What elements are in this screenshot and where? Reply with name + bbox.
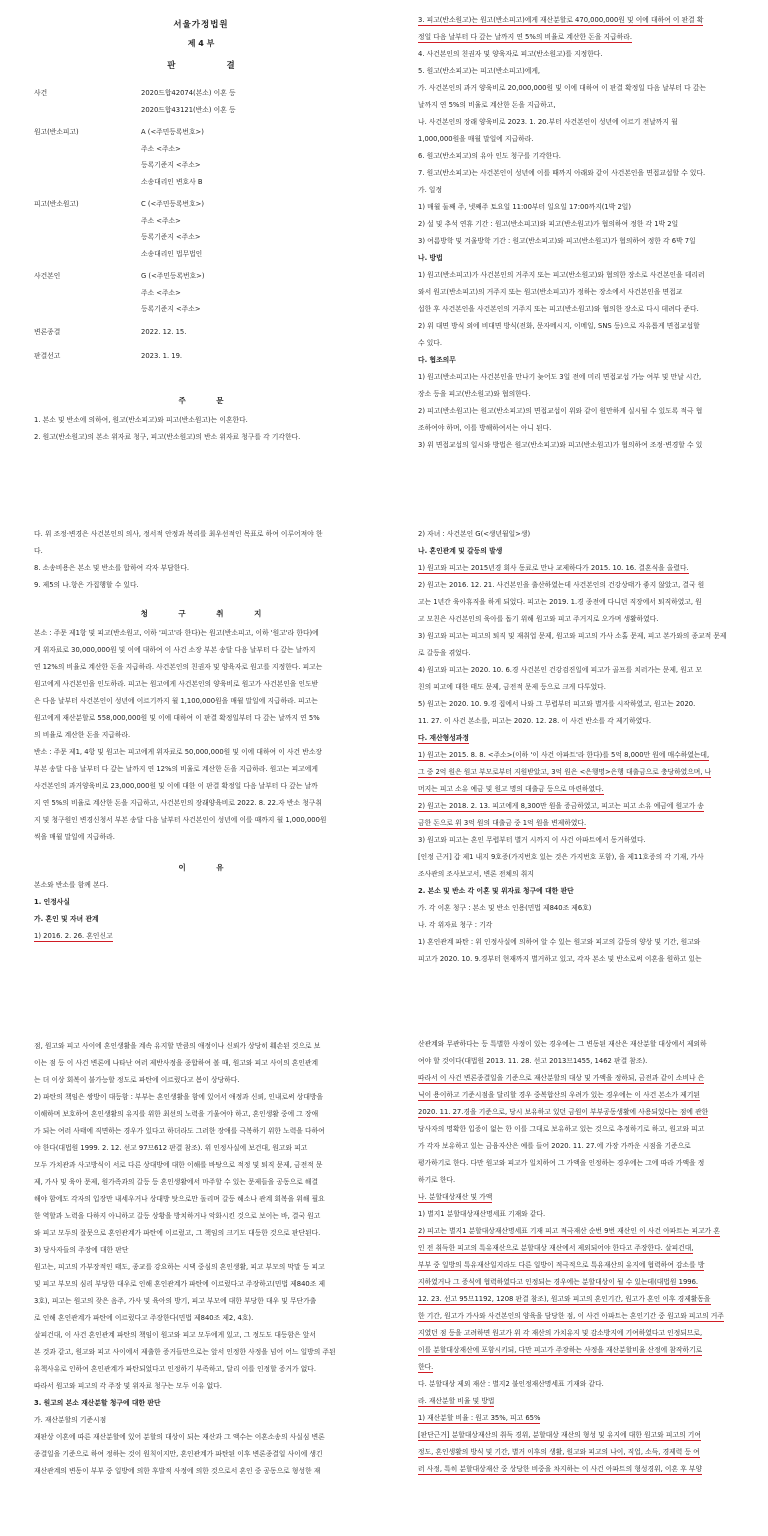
- text-line: [34, 1089, 368, 1106]
- line-text: 본 것과 같고, 원고와 피고 사이에서 제출한 증거들만으로는 앞서 인정한 사정을 넘어 어느 일방의 주된: [34, 1348, 336, 1356]
- text-line: [34, 727, 368, 744]
- line-text: 1) 2016. 2. 26. 혼인신고: [34, 932, 113, 940]
- line-text: 한 기간, 원고가 가사와 사건본인의 양육을 담당한 점, 이 사건 아파트는 혼인기간 중 원고와 피고의 거주: [418, 1312, 724, 1320]
- line-text: 정도, 혼인생활의 방식 및 기간, 별거 이후의 생활, 원고와 피고의 나이, 직업, 소득, 경제력 등 여: [418, 1448, 700, 1456]
- line-text: 가. 각 이혼 청구 : 본소 및 반소 인용(민법 제840조 제6호): [418, 904, 592, 912]
- line-text: 인 전 취득한 피고의 특유재산으로 분할대상 재산에서 제외되어야 한다고 주장한다. 살피건대,: [418, 1244, 694, 1252]
- text-line: [34, 1259, 368, 1276]
- text-line: [34, 693, 368, 710]
- line-text: 사건본인의 과거양육비로 23,000,000원 및 이에 대한 이 판결 확정일 다음 날부터 다 갚는 날까: [34, 782, 318, 790]
- line-text: 가. 재산분할의 기준시점: [34, 1416, 107, 1424]
- line-text: 고 모친은 사건본인의 육아를 돕기 위해 원고와 피고 주거지로 오가며 생활하였다.: [418, 615, 659, 623]
- text-line: [34, 1191, 368, 1208]
- line-text: 가 되는 여러 사태에 직면하는 경우가 있다고 하더라도 그러한 장애를 극복하기 위한 노력을 다하여: [34, 1127, 325, 1135]
- text-line: [418, 917, 754, 934]
- line-text: 나. 각 위자료 청구 : 기각: [418, 921, 493, 929]
- line-text: 1,000,000원을 매월 말일에 지급하라.: [418, 135, 534, 143]
- line-text: 정일 다음 날부터 다 갚는 날까지 연 5%의 비율로 계산한 돈을 지급하라.: [418, 33, 632, 41]
- line-text: 살피건대, 이 사건 혼인관계 파탄의 책임이 원고와 피고 모두에게 있고, 그 정도도 대등함은 앞서: [34, 1331, 316, 1339]
- page-6-lines: [418, 1036, 754, 1478]
- line-text: 여야 할 것이다(대법원 2013. 11. 28. 선고 2013므1455, 1462 판결 참조).: [418, 1057, 648, 1065]
- line-text: 부본 송달 다음 날부터 다 갚는 날까지 연 12%의 비율로 계산한 돈을 지급하라. 원고는 피고에게: [34, 765, 318, 773]
- text-line: [418, 318, 754, 335]
- line-text: 2020. 11. 27.경을 기준으로, 당시 보유하고 있던 금원이 부부공동생활에 사용되었다는 점에 관한: [418, 1108, 709, 1116]
- text-line: [418, 951, 754, 968]
- line-text: 지 연 5%의 비율로 계산한 돈을 지급하고, 사건본인의 장래양육비로 2022. 8. 22.자 반소 청구취: [34, 799, 322, 807]
- line-text: 따라서 원고와 피고의 각 주장 및 위자료 청구는 모두 이유 없다.: [34, 1382, 222, 1390]
- text-line: [34, 1106, 368, 1123]
- text-line: [418, 1308, 754, 1325]
- line-text: 재산관계의 변동이 부부 중 일방에 의한 후발적 사정에 의한 것으로서 혼인 중 공동으로 형성한 재: [34, 1467, 321, 1475]
- text-line: [418, 12, 754, 29]
- claim-lines: [34, 625, 368, 846]
- text-line: [34, 795, 368, 812]
- text-line: [418, 832, 754, 849]
- line-text: 본소와 반소를 함께 본다.: [34, 881, 109, 889]
- text-line: [418, 1206, 754, 1223]
- party-label: 피고(반소원고): [34, 200, 79, 208]
- page-2-lines: [418, 12, 754, 454]
- line-text: 산관계와 무관하다는 등 특별한 사정이 있는 경우에는 그 변동된 재산은 재산분할 대상에서 제외하: [418, 1040, 707, 1048]
- line-text: 한 역할과 노력을 다하지 아니하고 갈등 상황을 방치하거나 악화시킨 것으로 보이는 바, 결국 원고: [34, 1212, 321, 1220]
- line-text: 2) 피고는 별지1 분할대상재산명세표 기재 피고 적극재산 순번 9번 재산인 이 사건 아파트는 피고가 혼: [418, 1227, 720, 1235]
- text-line: [418, 849, 754, 866]
- text-line: [34, 1174, 368, 1191]
- line-text: 원고에게 재산분할로 558,000,000원 및 이에 대하여 이 판결 확정일부터 다 갚는 날까지 연 5%: [34, 714, 320, 722]
- party-sentence-date: [34, 348, 368, 365]
- text-line: [418, 1342, 754, 1359]
- text-line: 다. 위 조정·변경은 사건본인의 의사, 정서적 안정과 복리를 최우선적인 목표로 하여 이루어져야 한: [34, 530, 323, 538]
- text-line: [34, 625, 368, 642]
- line-text: 씩을 매월 말일에 지급하라.: [34, 833, 115, 841]
- text-line: [418, 781, 754, 798]
- text-line: [418, 1359, 754, 1376]
- text-line: [418, 594, 754, 611]
- judgment-page-5: [0, 1024, 384, 1536]
- line-text: 1) 혼인관계 파탄 : 위 인정사실에 의하여 알 수 있는 원고와 피고의 갈등의 양상 및 기간, 원고와: [418, 938, 701, 946]
- line-text: 3) 원고와 피고는 피고의 퇴직 및 재취업 문제, 원고와 피고의 가사 소홀 문제, 피고 본가와의 종교적 문제: [418, 632, 727, 640]
- claim-heading: 청 구 취 지: [140, 609, 276, 618]
- line-text: 3) 당사자들의 주장에 대한 판단: [34, 1246, 129, 1254]
- line-text: 로 갈등을 겪었다.: [418, 649, 471, 657]
- text-line: [34, 1072, 368, 1089]
- line-text: 로 인해 혼인관계가 파탄에 이르렀다고 주장한다(민법 제840조 제2, 4호).: [34, 1314, 254, 1322]
- line-text: 가 각자 보유하고 있는 금융자산은 예를 들어 2020. 11. 27.에 가장 가까운 시점을 기준으로: [418, 1142, 691, 1150]
- text-line: [418, 611, 754, 628]
- text-line: [418, 148, 754, 165]
- line-text: 5. 원고(반소피고)는 피고(반소피고)에게,: [418, 67, 541, 75]
- line-text: 연 12%의 비율로 계산한 돈을 지급하라. 사건본인의 친권자 및 양육자로 원고를 지정한다. 피고는: [34, 663, 323, 671]
- text-line: [418, 1223, 754, 1240]
- text-line: [418, 80, 754, 97]
- line-text: 부부 중 일방의 특유재산일지라도 다른 일방이 적극적으로 특유재산의 유지에 협력하여 감소를 방: [418, 1261, 705, 1269]
- text-line: [34, 812, 368, 829]
- text-line: [34, 1293, 368, 1310]
- text-line: [34, 761, 368, 778]
- line-text: 당사자의 명확한 입증이 없는 한 이를 그대로 보유하고 있는 것으로 추정하기로 하고, 원고와 피고: [418, 1125, 705, 1133]
- line-text: 3호), 피고는 원고의 잦은 음주, 가사 및 육아의 방기, 피고 부모에 대한 부당한 대우 및 무단가출: [34, 1297, 317, 1305]
- line-text: 2) 위 대면 방식 외에 비대면 방식(전화, 문자메시지, 이메일, SNS 등)으로 자유롭게 면접교섭할: [418, 322, 700, 330]
- text-line: [418, 63, 754, 80]
- text-line: [34, 676, 368, 693]
- text-line: [34, 1395, 368, 1412]
- text-line: [418, 1172, 754, 1189]
- line-text: 12. 23. 선고 95므1192, 1208 판결 참조), 원고와 피고의 혼인기간, 원고가 혼인 이후 경제활동을: [418, 1295, 711, 1303]
- text-line: [34, 1378, 368, 1395]
- text-line: [418, 1444, 754, 1461]
- text-line: [418, 1053, 754, 1070]
- text-line: [418, 1121, 754, 1138]
- line-text: 가. 일정: [418, 186, 443, 194]
- line-text: 가. 사건본인의 과거 양육비로 20,000,000원 및 이에 대하여 이 판결 확정일 다음 날부터 다 갚는: [418, 84, 706, 92]
- text-line: [418, 747, 754, 764]
- line-text: 지하였거나 그 증식에 협력하였다고 인정되는 경우에는 분할대상이 될 수 있는데(대법원 1996.: [418, 1278, 699, 1286]
- text-line: [418, 1036, 754, 1053]
- text-line: [418, 1240, 754, 1257]
- line-text: 11. 27. 이 사건 본소를, 피고는 2020. 12. 28. 이 사건 반소를 각 제기하였다.: [418, 717, 651, 725]
- line-text: 2) 피고(반소원고)는 원고(반소피고)의 면접교섭이 위와 같이 원만하게 실시될 수 있도록 적극 협: [418, 407, 703, 415]
- line-text: 섭한 후 사건본인을 사건본인의 거주지 또는 피고(반소원고)와 협의한 장소로 다시 데려다 준다.: [418, 305, 699, 313]
- party-line: 소송대리인 변호사 B: [141, 177, 203, 186]
- line-text: 조사관의 조사보고서, 변론 전체의 취지: [418, 870, 534, 878]
- text-line: [418, 114, 754, 131]
- text-line: [418, 1257, 754, 1274]
- line-text: 친의 피고에 대한 태도 문제, 금전적 문제 등으로 크게 다투었다.: [418, 683, 606, 691]
- line-text: 1) 원고와 피고는 2015년경 회사 동료로 만나 교제하다가 2015. 10. 16. 결혼식을 올렸다.: [418, 564, 689, 572]
- text-line: [418, 1427, 754, 1444]
- line-text: 날까지 연 5%의 비율로 계산한 돈을 지급하고,: [418, 101, 556, 109]
- line-text: [인정 근거] 갑 제1 내지 9호증(가지번호 있는 것은 가지번호 포함), 을 제11호증의 각 기재, 가사: [418, 853, 704, 861]
- text-line: [418, 543, 754, 560]
- line-text: 1) 원고(반소피고)는 사건본인을 만나기 늦어도 3일 전에 미리 면접교섭 가능 여부 및 만날 시간,: [418, 373, 702, 381]
- line-text: 는 더 이상 회복이 불가능할 정도로 파탄에 이르렀다고 봄이 상당하다.: [34, 1076, 240, 1084]
- text-line: [34, 911, 368, 928]
- line-text: 1) 재산분할 비율 : 원고 35%, 피고 65%: [418, 1414, 541, 1422]
- line-text: 지였던 점 등을 고려하면 원고가 위 각 재산의 가치유지 및 감소방지에 기여하였다고 인정되므로,: [418, 1329, 703, 1337]
- text-line: [418, 1291, 754, 1308]
- text-line: [34, 877, 368, 894]
- text-line: [418, 764, 754, 781]
- line-text: 2) 원고는 2018. 2. 13. 피고에게 8,300만 원을 증금하였고, 피고는 피고 소유 예금에 원고가 송: [418, 802, 705, 810]
- party-label: 원고(반소피고): [34, 128, 79, 136]
- text-line: [418, 420, 754, 437]
- text-line: [418, 199, 754, 216]
- text-line: [418, 1070, 754, 1087]
- line-text: 이해하며 보호하여 혼인생활의 유지를 위한 최선의 노력을 기울여야 하고, 혼인생활 중에 그 장애: [34, 1110, 319, 1118]
- text-line: [34, 1055, 368, 1072]
- line-text: 다. 재산형성과정: [418, 734, 469, 742]
- line-text: 원고는, 피고의 가부장적인 태도, 종교를 강요하는 시댁 중심의 혼인생활, 피고 부모의 막말 등 피고: [34, 1263, 325, 1271]
- text-line: 9. 제5의 나.항은 가집행할 수 있다.: [34, 581, 139, 589]
- party-label: 사건: [34, 89, 48, 97]
- line-text: 3) 여름방학 및 겨울방학 기간 : 원고(반소피고)와 피고(반소원고)가 협의하여 정한 각 6박 7일: [418, 237, 696, 245]
- text-line: [418, 46, 754, 63]
- text-line: [418, 437, 754, 454]
- party-child: [34, 268, 368, 318]
- party-line: 등록기준지 <주소>: [141, 161, 201, 169]
- order-item: 1. 본소 및 반소에 의하여, 원고(반소피고)와 피고(반소원고)는 이혼한다.: [34, 415, 248, 424]
- line-text: 재판상 이혼에 따른 재산분할에 있어 분할의 대상이 되는 재산과 그 액수는 이혼소송의 사실심 변론: [34, 1433, 325, 1441]
- line-text: [판단근거] 분할대상재산의 취득 경위, 분할대상 재산의 형성 및 유지에 대한 원고와 피고의 기여: [418, 1431, 701, 1439]
- text-line: [418, 182, 754, 199]
- line-text: 5) 원고는 2020. 10. 9.경 집에서 나와 그 무렵부터 피고와 별거를 시작하였고, 원고는 2020.: [418, 700, 696, 708]
- party-defendant: [34, 196, 368, 262]
- line-text: 나. 분할대상재산 및 가액: [418, 1193, 493, 1201]
- text-line: [34, 1140, 368, 1157]
- line-text: 2) 파탄의 책임은 쌍방이 대등함 : 부부는 혼인생활을 함에 있어서 애정과 신뢰, 인내로써 상대방을: [34, 1093, 324, 1101]
- line-text: 나. 사건본인의 장래 양육비로 2023. 1. 20.부터 사건본인이 성년에 이르기 전날까지 월: [418, 118, 678, 126]
- text-line: [34, 1157, 368, 1174]
- line-text: 3) 원고와 피고는 혼인 무렵부터 별거 시까지 이 사건 아파트에서 동거하였다.: [418, 836, 646, 844]
- line-text: 반소 : 주문 제1, 4항 및 원고는 피고에게 위자료로 50,000,000원 및 이에 대하여 이 사건 반소장: [34, 748, 322, 756]
- text-line: [418, 233, 754, 250]
- line-text: 이는 점 등 이 사건 변론에 나타난 여러 제반사정을 종합하여 볼 때, 원고와 피고 사이의 혼인관계: [34, 1059, 319, 1067]
- line-text: 4. 사건본인의 친권자 및 양육자로 피고(반소원고)를 지정한다.: [418, 50, 603, 58]
- line-text: 3) 위 면접교섭의 일시와 방법은 원고(반소피고)와 피고(반소원고)가 협의하여 조정·변경할 수 있: [418, 441, 703, 449]
- line-text: 제, 가사 및 육아 문제, 원가족과의 갈등 등 혼인생활에서 마주할 수 있는 문제들을 공동으로 해결: [34, 1178, 319, 1186]
- text-line: [34, 1310, 368, 1327]
- line-text: 닉이 용이하고 기준시점을 달리할 경우 중복합산의 우려가 있는 경우에는 이 사건 본소가 제기된: [418, 1091, 700, 1099]
- line-text: 라. 재산분할 비율 및 방법: [418, 1397, 495, 1405]
- text-line: [418, 369, 754, 386]
- text-line: [418, 403, 754, 420]
- line-text: 하기로 한다.: [418, 1176, 456, 1184]
- line-text: 한다.: [418, 1363, 434, 1371]
- line-text: 장소 등을 피고(반소원고)와 협의한다.: [418, 390, 531, 398]
- line-text: 야 한다(대법원 1999. 2. 12. 선고 97므612 판결 참조). 위 인정사실에 보건대, 원고와 피고: [34, 1144, 308, 1152]
- line-text: 따라서 이 사건 변론종결일을 기준으로 재산분할의 대상 및 가액을 정하되, 금전과 같이 소비나 은: [418, 1074, 705, 1082]
- party-line: 등록기준지 <주소>: [141, 305, 201, 313]
- party-line: 등록기준지 <주소>: [141, 233, 201, 241]
- text-line: [418, 1393, 754, 1410]
- text-line: [34, 928, 368, 945]
- line-text: 1. 인정사실: [34, 898, 70, 906]
- text-line: [34, 1225, 368, 1242]
- line-text: 3. 원고의 본소 재산분할 청구에 대한 판단: [34, 1399, 161, 1407]
- text-line: [418, 1325, 754, 1342]
- text-line: [34, 1412, 368, 1429]
- party-line: 주소 <주소>: [141, 144, 181, 153]
- text-line: [34, 659, 368, 676]
- division-label: 제 4 부: [187, 39, 215, 48]
- text-line: [418, 284, 754, 301]
- party-case: [34, 85, 368, 118]
- judgment-page-4: [384, 512, 768, 1024]
- text-line: [418, 679, 754, 696]
- line-text: 2) 설 및 추석 연휴 기간 : 원고(반소피고)와 피고(반소원고)가 협의하여 정한 각 1박 2일: [418, 220, 679, 228]
- line-text: 1) 매월 둘째 주, 넷째주 토요일 11:00부터 일요일 17:00까지(1박 2일): [418, 203, 632, 211]
- text-line: [418, 301, 754, 318]
- line-text: 2. 본소 및 반소 각 이혼 및 위자료 청구에 대한 판단: [418, 887, 574, 895]
- text-line: 다.: [34, 547, 43, 555]
- parties-block: [34, 85, 368, 365]
- text-line: [418, 165, 754, 182]
- judgment-page-3: [0, 512, 384, 1024]
- text-line: [418, 1104, 754, 1121]
- text-line: 8. 소송비용은 본소 및 반소를 합하여 각자 부담한다.: [34, 564, 190, 572]
- line-text: 금한 돈으로 위 3억 원의 대출금 중 1억 원을 변제하였다.: [418, 819, 587, 827]
- text-line: [418, 526, 754, 543]
- line-text: 및 피고 부모의 심리 부당한 대우로 인해 혼인관계가 파탄에 이르렀다고 주장하고(민법 제840조 제: [34, 1280, 326, 1288]
- line-text: 1) 원고는 2015. 8. 8. <주소>(이하 '이 사건 아파트'라 한다)를 5억 8,000만 원에 매수하였는데,: [418, 751, 710, 759]
- line-text: 와 피고 모두의 잘못으로 혼인관계가 파탄에 이르렀고, 그 책임의 크기도 대등한 것으로 판단된다.: [34, 1229, 321, 1237]
- text-line: [34, 1208, 368, 1225]
- text-line: [34, 1038, 368, 1055]
- party-closing-date: [34, 324, 368, 341]
- line-text: 의 비율로 계산한 돈을 지급하라.: [34, 731, 131, 739]
- line-text: 은 다음 날부터 사건본인이 성년에 이르기까지 월 1,100,000원을 매월 말일에 지급하라. 피고는: [34, 697, 318, 705]
- line-text: 점, 원고와 피고 사이에 혼인생활을 계속 유지할 만큼의 애정이나 신뢰가 상당히 훼손된 것으로 보: [34, 1042, 321, 1050]
- line-text: 1) 별지1 분할대상재산명세표 기재와 같다.: [418, 1210, 546, 1218]
- text-line: [418, 1376, 754, 1393]
- line-text: 원고에게 사건본인을 인도하라. 피고는 원고에게 사건본인의 양육비로 원고가 사건본인을 인도받: [34, 680, 319, 688]
- judgment-title: 판 결: [167, 61, 259, 71]
- judgment-page-1: [0, 0, 384, 512]
- text-line: [34, 778, 368, 795]
- text-line: [418, 1274, 754, 1291]
- text-line: [418, 1410, 754, 1427]
- text-line: [418, 352, 754, 369]
- text-line: [34, 1327, 368, 1344]
- text-line: [418, 577, 754, 594]
- line-text: 2) 원고는 2016. 12. 21. 사건본인을 출산하였는데 사건본인의 건강상태가 좋지 않았고, 결국 원: [418, 581, 705, 589]
- text-line: [418, 798, 754, 815]
- party-line: 소송대리인 법무법인: [141, 249, 203, 258]
- text-line: [418, 335, 754, 352]
- party-line: 주소 <주소>: [141, 288, 181, 297]
- text-line: [418, 900, 754, 917]
- page-4-lines: [418, 526, 754, 968]
- text-line: [418, 883, 754, 900]
- text-line: [418, 131, 754, 148]
- text-line: [418, 1087, 754, 1104]
- line-text: 본소 : 주문 제1항 및 피고(반소원고, 이하 '피고'라 한다)는 원고(반소피고, 이하 '원고'라 한다)에: [34, 629, 319, 637]
- line-text: 머지는 피고 소유 예금 및 원고 명의 대출금 등으로 마련하였다.: [418, 785, 604, 793]
- page-5-lines: [34, 1038, 368, 1480]
- text-line: [418, 645, 754, 662]
- line-text: 가. 혼인 및 자녀 관계: [34, 915, 99, 923]
- text-line: [418, 386, 754, 403]
- line-text: 게 위자료로 30,000,000원 및 이에 대하여 이 사건 소장 부본 송달 다음 날부터 다 갚는 날까지: [34, 646, 316, 654]
- line-text: 이를 분할대상재산에 포함시키되, 다만 피고가 주장하는 사정을 재산분할비율 산정에 참작하기로: [418, 1346, 703, 1354]
- text-line: [418, 628, 754, 645]
- party-line: G (<주민등록번호>): [141, 272, 205, 280]
- party-label: 판결선고: [34, 352, 61, 360]
- text-line: [34, 1344, 368, 1361]
- judgment-page-2: [384, 0, 768, 512]
- line-text: 2) 자녀 : 사건본인 G(<생년월일>생): [418, 530, 531, 538]
- party-line: 주소 <주소>: [141, 216, 181, 225]
- party-line: A (<주민등록번호>): [141, 128, 204, 136]
- line-text: 해야 함에도 각자의 입장만 내세우거나 상대방 탓으로만 돌리며 갈등 해소나 관계 회복을 위해 필요: [34, 1195, 325, 1203]
- text-line: [34, 710, 368, 727]
- text-line: [418, 97, 754, 114]
- line-text: 고는 1년간 육아휴직을 하게 되었다. 피고는 2019. 1.경 종전에 다니던 직장에서 퇴직하였고, 원: [418, 598, 702, 606]
- text-line: [418, 250, 754, 267]
- order-item: 2. 원고(반소원고)의 본소 위자료 청구, 피고(반소원고)의 반소 위자료 청구를 각 기각한다.: [34, 432, 301, 441]
- text-line: [34, 1429, 368, 1446]
- line-text: 지 및 청구원인 변경신청서 부본 송달 다음 날부터 사건본인이 성년에 이를 때까지 월 1,000,000원: [34, 816, 327, 824]
- text-line: [34, 829, 368, 846]
- line-text: 유책사유로 인하여 혼인관계가 파탄되었다고 인정하기 부족하고, 달리 이를 인정할 증거가 없다.: [34, 1365, 316, 1373]
- text-line: [34, 1123, 368, 1140]
- party-plaintiff: [34, 124, 368, 190]
- judgment-page-6: [384, 1024, 768, 1536]
- line-text: 6. 원고(반소피고)의 유아 인도 청구를 기각한다.: [418, 152, 561, 160]
- text-line: [34, 1242, 368, 1259]
- line-text: 그 중 2억 원은 원고 부모로부터 지원받았고, 3억 원은 <은행명>은행 대출금으로 충당하였으며, 나: [418, 768, 712, 776]
- party-line: 2020드합43121(반소) 이혼 등: [141, 105, 236, 114]
- line-text: 4) 원고와 피고는 2020. 10. 6.경 사건본인 건강검진일에 피고가 골프를 치러가는 문제, 원고 모: [418, 666, 703, 674]
- text-line: [418, 1138, 754, 1155]
- line-text: 다. 분할대상 제외 재산 : 별지2 불인정재산명세표 기재와 같다.: [418, 1380, 604, 1388]
- text-line: [418, 1155, 754, 1172]
- text-line: [34, 1276, 368, 1293]
- reason-heading: 이 유: [178, 863, 238, 872]
- text-line: [34, 1361, 368, 1378]
- text-line: [418, 216, 754, 233]
- line-text: 3. 피고(반소원고)는 원고(반소피고)에게 재산분할로 470,000,000원 및 이에 대하여 이 판결 확: [418, 16, 704, 24]
- line-text: 조하여야 하며, 이를 방해하여서는 아니 된다.: [418, 424, 552, 432]
- text-line: [418, 730, 754, 747]
- text-line: [418, 713, 754, 730]
- line-text: 평가하기로 한다. 다만 원고와 피고가 일치하여 그 가액을 인정하는 경우에는 그에 따라 가액을 정: [418, 1159, 705, 1167]
- text-line: [34, 1463, 368, 1480]
- line-text: 와서 원고(반소피고)의 거주지 또는 원고(반소피고)가 정하는 장소에서 사건본인을 면접교: [418, 288, 683, 296]
- text-line: [34, 1446, 368, 1463]
- text-line: [34, 642, 368, 659]
- text-line: [34, 744, 368, 761]
- line-text: 1) 원고(반소피고)가 사건본인의 거주지 또는 피고(반소원고)와 협의한 장소로 사건본인을 데리러: [418, 271, 705, 279]
- line-text: 모두 가치관과 사고방식이 서로 다른 상대방에 대한 이해를 바탕으로 적정 및 퇴직 문제, 금전적 문: [34, 1161, 323, 1169]
- party-line: 2023. 1. 19.: [141, 352, 183, 360]
- text-line: [418, 662, 754, 679]
- line-text: 피고가 2020. 10. 9.경부터 현재까지 별거하고 있고, 각자 본소 및 반소로써 이혼을 원하고 있는: [418, 955, 702, 963]
- reason-lines: [34, 877, 368, 945]
- text-line: [418, 1461, 754, 1478]
- party-line: 2020드합42074(본소) 이혼 등: [141, 89, 236, 97]
- line-text: 나. 방법: [418, 254, 443, 262]
- court-name: 서울가정법원: [173, 20, 229, 30]
- line-text: 다. 협조의무: [418, 356, 456, 364]
- text-line: [418, 29, 754, 46]
- party-label: 사건본인: [34, 272, 61, 280]
- line-text: 러 사정, 특히 분할대상재산 중 상당한 비중을 차지하는 이 사건 아파트의 형성경위, 이혼 후 부양: [418, 1465, 703, 1473]
- line-text: 나. 혼인관계 및 갈등의 발생: [418, 547, 503, 555]
- line-text: 종결일을 기준으로 하여 정하는 것이 원칙이지만, 혼인관계가 파탄된 이후 변론종결일 사이에 생긴: [34, 1450, 323, 1458]
- text-line: [34, 894, 368, 911]
- line-text: 수 있다.: [418, 339, 443, 347]
- text-line: [418, 866, 754, 883]
- text-line: [418, 1189, 754, 1206]
- text-line: [418, 696, 754, 713]
- text-line: [418, 267, 754, 284]
- order-heading: 주 문: [178, 395, 238, 405]
- party-line: C (<주민등록번호>): [141, 200, 204, 208]
- text-line: [418, 560, 754, 577]
- text-line: [418, 815, 754, 832]
- party-line: 2022. 12. 15.: [141, 327, 187, 336]
- party-label: 변론종결: [34, 327, 61, 336]
- line-text: 7. 원고(반소피고)는 사건본인이 성년에 이를 때까지 아래와 같이 사건본인을 면접교섭할 수 있다.: [418, 169, 706, 177]
- text-line: [418, 934, 754, 951]
